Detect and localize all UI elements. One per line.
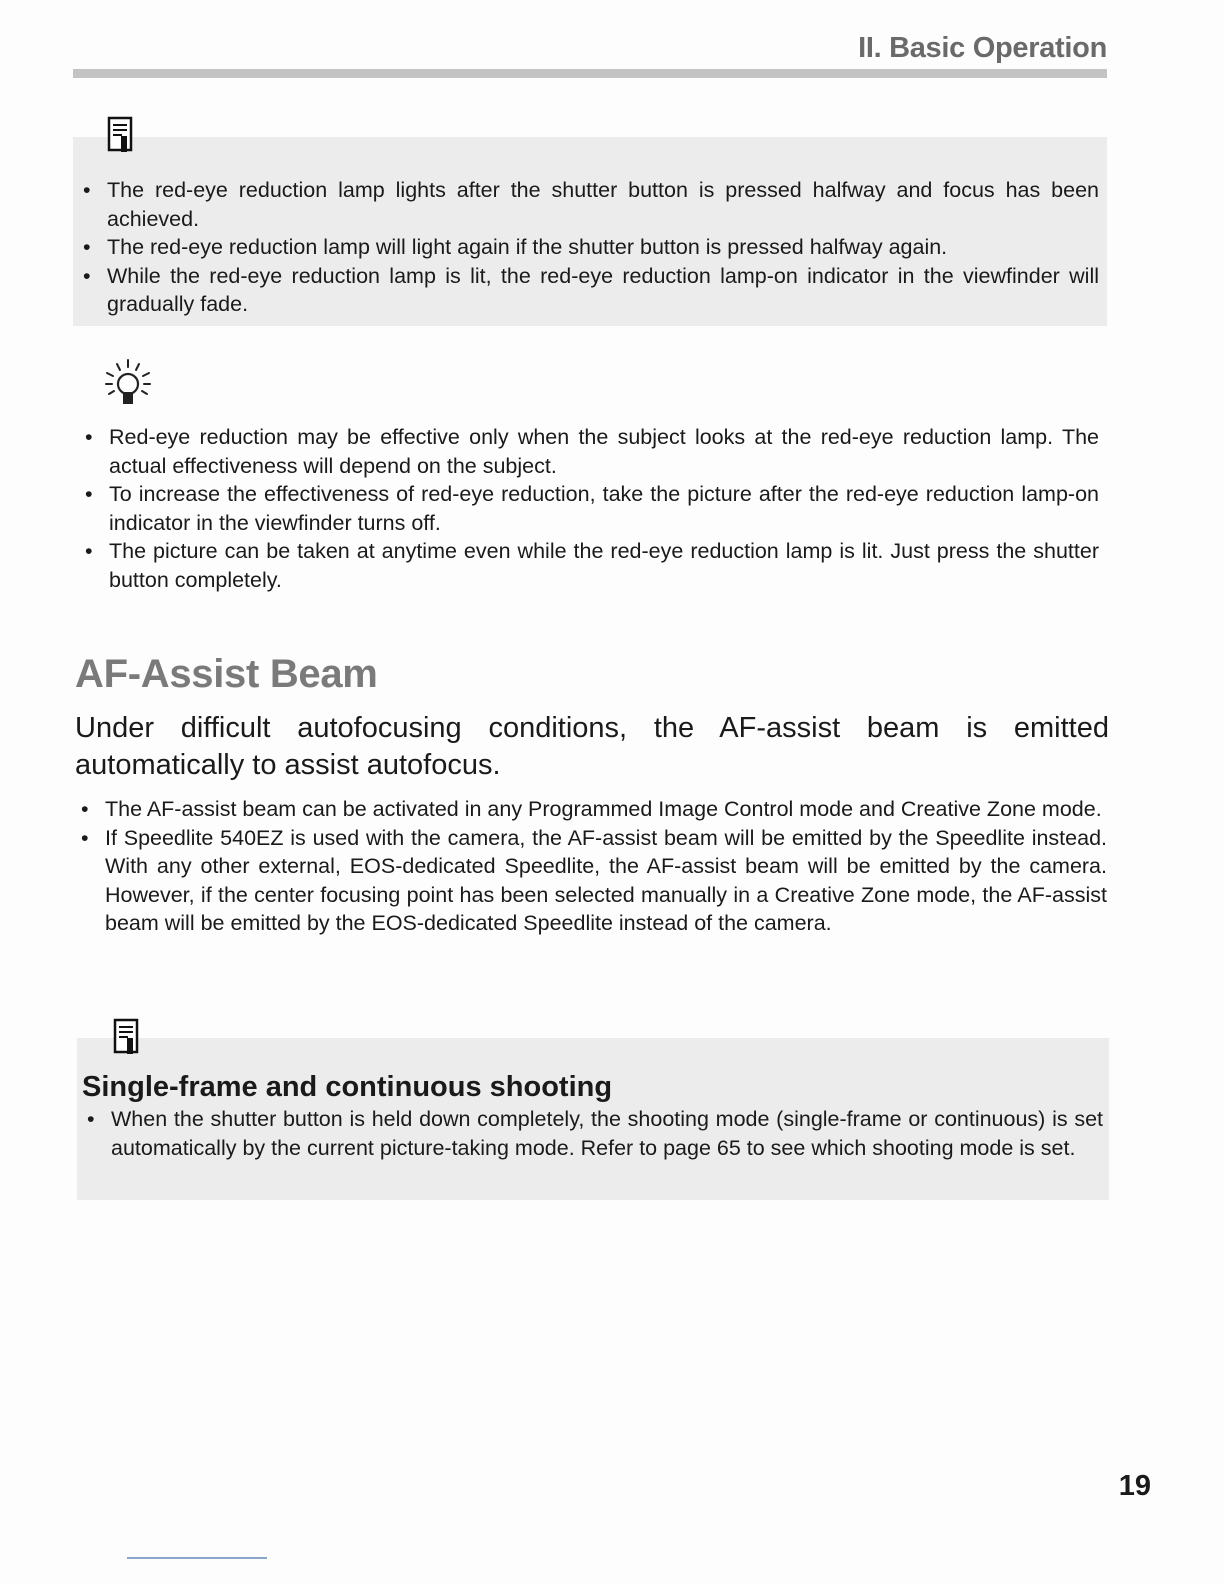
list-item: • When the shutter button is held down completely, the shooting mode (single-frame or continuous) is set automatically by the current picture-taking mode. Refer to page 65 to see which shooting mode is set. bbox=[77, 1105, 1103, 1162]
note-2-bullets bbox=[77, 1105, 1103, 1162]
note-heading: Single-frame and continuous shooting bbox=[82, 1071, 613, 1103]
section-intro: Under difficult autofocusing conditions, the AF-assist beam is emitted automatically to assist autofocus. bbox=[75, 712, 1109, 781]
section-title: AF-Assist Beam bbox=[75, 652, 378, 696]
af-bullets bbox=[71, 795, 1107, 938]
section-header: II. Basic Operation bbox=[858, 32, 1107, 64]
page-number: 19 bbox=[1118, 1470, 1151, 1502]
tip-bullets bbox=[75, 423, 1099, 594]
list-item: • Red-eye reduction may be effective only when the subject looks at the red-eye reduction lamp. The actual effectiveness will depend on the subject. bbox=[75, 423, 1099, 480]
list-item: • If Speedlite 540EZ is used with the camera, the AF-assist beam will be emitted by the Speedlite instead. With any other external, EOS-dedicated Speedlite, the AF-assist beam will be emitted by the camera. However, if the center focusing point has been selected manually in a Creative Zone mode, the AF-assist beam will be emitted by the EOS-dedicated Speedlite instead of the camera. bbox=[71, 824, 1107, 938]
list-item: • While the red-eye reduction lamp is lit, the red-eye reduction lamp-on indicator in the viewfinder will gradually fade. bbox=[73, 262, 1099, 319]
list-item: • The red-eye reduction lamp lights after the shutter button is pressed halfway and focus has been achieved. bbox=[73, 176, 1099, 233]
lightbulb-icon bbox=[101, 356, 155, 410]
header-rule bbox=[73, 69, 1107, 78]
list-item: • The red-eye reduction lamp will light again if the shutter button is pressed halfway again. bbox=[73, 233, 1099, 262]
list-item: • The picture can be taken at anytime even while the red-eye reduction lamp is lit. Just press the shutter button completely. bbox=[75, 537, 1099, 594]
note-icon bbox=[113, 1018, 139, 1056]
note-icon bbox=[107, 116, 133, 154]
bottom-rule bbox=[127, 1557, 267, 1559]
list-item: • To increase the effectiveness of red-eye reduction, take the picture after the red-eye reduction lamp-on indicator in the viewfinder turns off. bbox=[75, 480, 1099, 537]
list-item: • The AF-assist beam can be activated in any Programmed Image Control mode and Creative Zone mode. bbox=[71, 795, 1107, 824]
note-1-bullets bbox=[73, 176, 1099, 319]
